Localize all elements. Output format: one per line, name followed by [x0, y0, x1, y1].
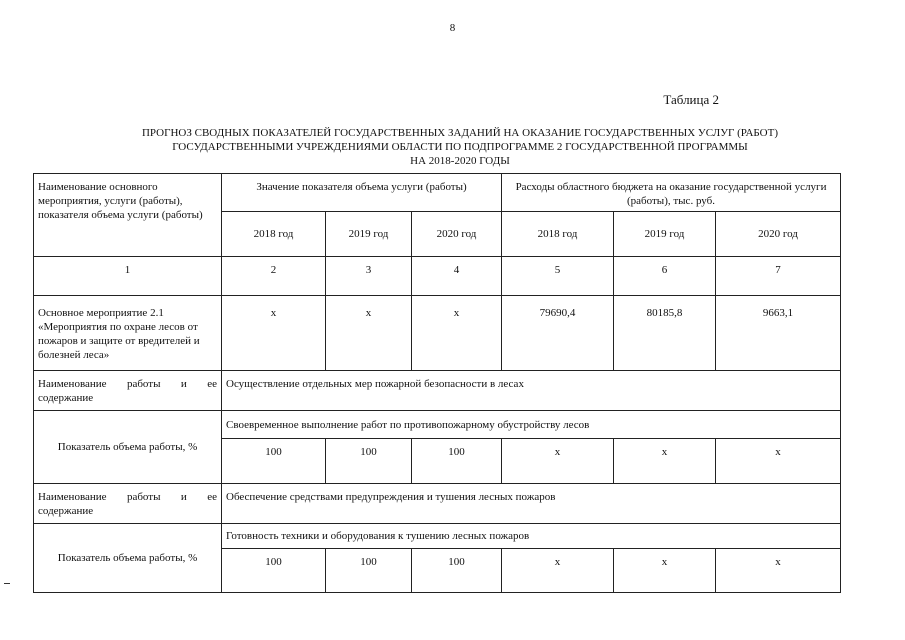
- table-label: Таблица 2: [663, 92, 719, 107]
- main-event-value: x: [412, 296, 502, 371]
- column-number: 5: [502, 257, 614, 296]
- year-header: 2019 год: [614, 212, 716, 257]
- work-name-label: Наименование работы и ее содержание: [34, 484, 222, 524]
- page-number: 8: [449, 22, 456, 34]
- main-event-row: [34, 296, 841, 371]
- work-name-row: [34, 484, 841, 524]
- main-event-value: 9663,1: [716, 296, 841, 371]
- main-event-value: 79690,4: [502, 296, 614, 371]
- column-number: 1: [34, 257, 222, 296]
- indicator-value: 100: [222, 439, 326, 484]
- column-number: 6: [614, 257, 716, 296]
- indicator-value: 100: [222, 549, 326, 593]
- column-number: 3: [326, 257, 412, 296]
- column-number: 4: [412, 257, 502, 296]
- header-budget-group: Расходы областного бюджета на оказание государственной услуги (работы), тыс. руб.: [502, 174, 841, 212]
- title-line: ГОСУДАРСТВЕННЫМИ УЧРЕЖДЕНИЯМИ ОБЛАСТИ ПО ПОДПРОГРАММЕ 2 ГОСУДАРСТВЕННОЙ ПРОГРАММЫ: [172, 141, 748, 153]
- title-line: НА 2018-2020 ГОДЫ: [410, 155, 510, 167]
- year-header: 2019 год: [326, 212, 412, 257]
- indicator-title: Готовность техники и оборудования к тушению лесных пожаров: [222, 524, 841, 549]
- indicator-title-row: [34, 524, 841, 549]
- year-header: 2018 год: [502, 212, 614, 257]
- main-event-value: 80185,8: [614, 296, 716, 371]
- indicator-title-row: [34, 411, 841, 439]
- work-name-row: [34, 371, 841, 411]
- header-col1: Наименование основного мероприятия, услуги (работы), показателя объема услуги (работы): [34, 174, 222, 257]
- indicator-value: 100: [412, 549, 502, 593]
- forecast-table: [33, 173, 841, 593]
- margin-mark: [4, 583, 10, 584]
- title-line: ПРОГНОЗ СВОДНЫХ ПОКАЗАТЕЛЕЙ ГОСУДАРСТВЕННЫХ ЗАДАНИЙ НА ОКАЗАНИЕ ГОСУДАРСТВЕННЫХ УСЛУГ (РАБОТ): [141, 127, 778, 139]
- work-name-value: Осуществление отдельных мер пожарной безопасности в лесах: [222, 371, 841, 411]
- column-numbers-row: [34, 257, 841, 296]
- header-row: [34, 174, 841, 212]
- indicator-value: 100: [326, 549, 412, 593]
- indicator-value: 100: [412, 439, 502, 484]
- indicator-title: Своевременное выполнение работ по противопожарному обустройству лесов: [222, 411, 841, 439]
- main-event-value: x: [222, 296, 326, 371]
- indicator-value: x: [614, 439, 716, 484]
- year-header: 2020 год: [716, 212, 841, 257]
- year-header: 2018 год: [222, 212, 326, 257]
- work-name-label: Наименование работы и ее содержание: [34, 371, 222, 411]
- main-event-value: x: [326, 296, 412, 371]
- indicator-value: x: [502, 439, 614, 484]
- column-number: 2: [222, 257, 326, 296]
- year-header: 2020 год: [412, 212, 502, 257]
- indicator-value: x: [716, 549, 841, 593]
- work-name-value: Обеспечение средствами предупреждения и тушения лесных пожаров: [222, 484, 841, 524]
- indicator-value: x: [502, 549, 614, 593]
- table-title: [40, 126, 880, 168]
- indicator-value: 100: [326, 439, 412, 484]
- indicator-label: Показатель объема работы, %: [34, 411, 222, 484]
- main-event-name: Основное мероприятие 2.1 «Мероприятия по охране лесов от пожаров и защите от вредителей и болезней леса»: [34, 296, 222, 371]
- indicator-label: Показатель объема работы, %: [34, 524, 222, 593]
- indicator-value: x: [614, 549, 716, 593]
- indicator-value: x: [716, 439, 841, 484]
- column-number: 7: [716, 257, 841, 296]
- header-volume-group: Значение показателя объема услуги (работы): [222, 174, 502, 212]
